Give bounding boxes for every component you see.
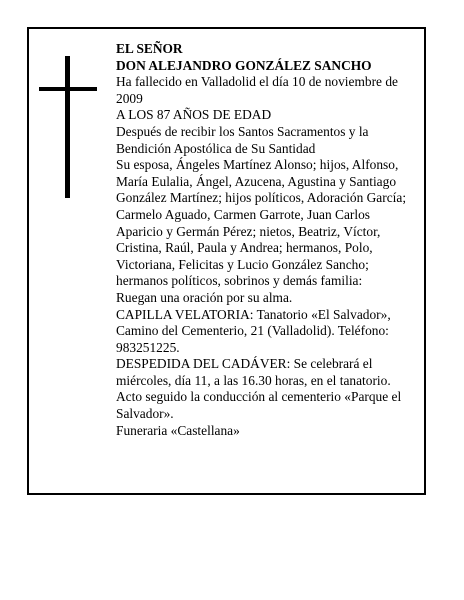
funeral-home-text: Funeraria «Castellana» — [116, 422, 240, 438]
deceased-title: EL SEÑOR — [116, 41, 183, 56]
cross-icon — [39, 56, 97, 198]
chapel-info: CAPILLA VELATORIA: Tanatorio «El Salvador», Camino del Cementerio, 21 (Valladolid). Teléfono: 983251225. — [116, 306, 391, 355]
age-text: A LOS 87 AÑOS DE EDAD — [116, 107, 272, 123]
sacraments-text: Después de recibir los Santos Sacramentos y la Bendición Apostólica de Su Santidad — [116, 123, 369, 156]
obituary-text — [116, 41, 414, 439]
cross-vertical-bar — [65, 56, 70, 198]
obituary-notice — [27, 27, 426, 495]
death-date-text: Ha fallecido en Valladolid el día 10 de noviembre de 2009 — [116, 74, 398, 106]
cross-horizontal-bar — [39, 87, 97, 91]
deceased-name: DON ALEJANDRO GONZÁLEZ SANCHO — [116, 57, 372, 73]
prayer-request-text: Ruegan una oración por su alma. — [116, 289, 293, 305]
farewell-info: DESPEDIDA DEL CADÁVER: Se celebrará el miércoles, día 11, a las 16.30 horas, en el tanatorio. Acto seguido la conducción al cementerio «Parque el Salvador». — [116, 356, 402, 422]
family-list: Su esposa, Ángeles Martínez Alonso; hijos, Alfonso, María Eulalia, Ángel, Azucena, Agustina y Santiago González Martínez; hijos políticos, Adoración García; Carmelo Aguado, Carmen Garrote, Juan Carlos Aparicio y Germán Pérez; nietos, Beatriz, Víctor, Cristina, Raúl, Paula y Andrea; hermanos, Polo, Victoriana, Felicitas y Lucio González Sancho; hermanos políticos, sobrinos y demás familia: — [116, 157, 407, 289]
